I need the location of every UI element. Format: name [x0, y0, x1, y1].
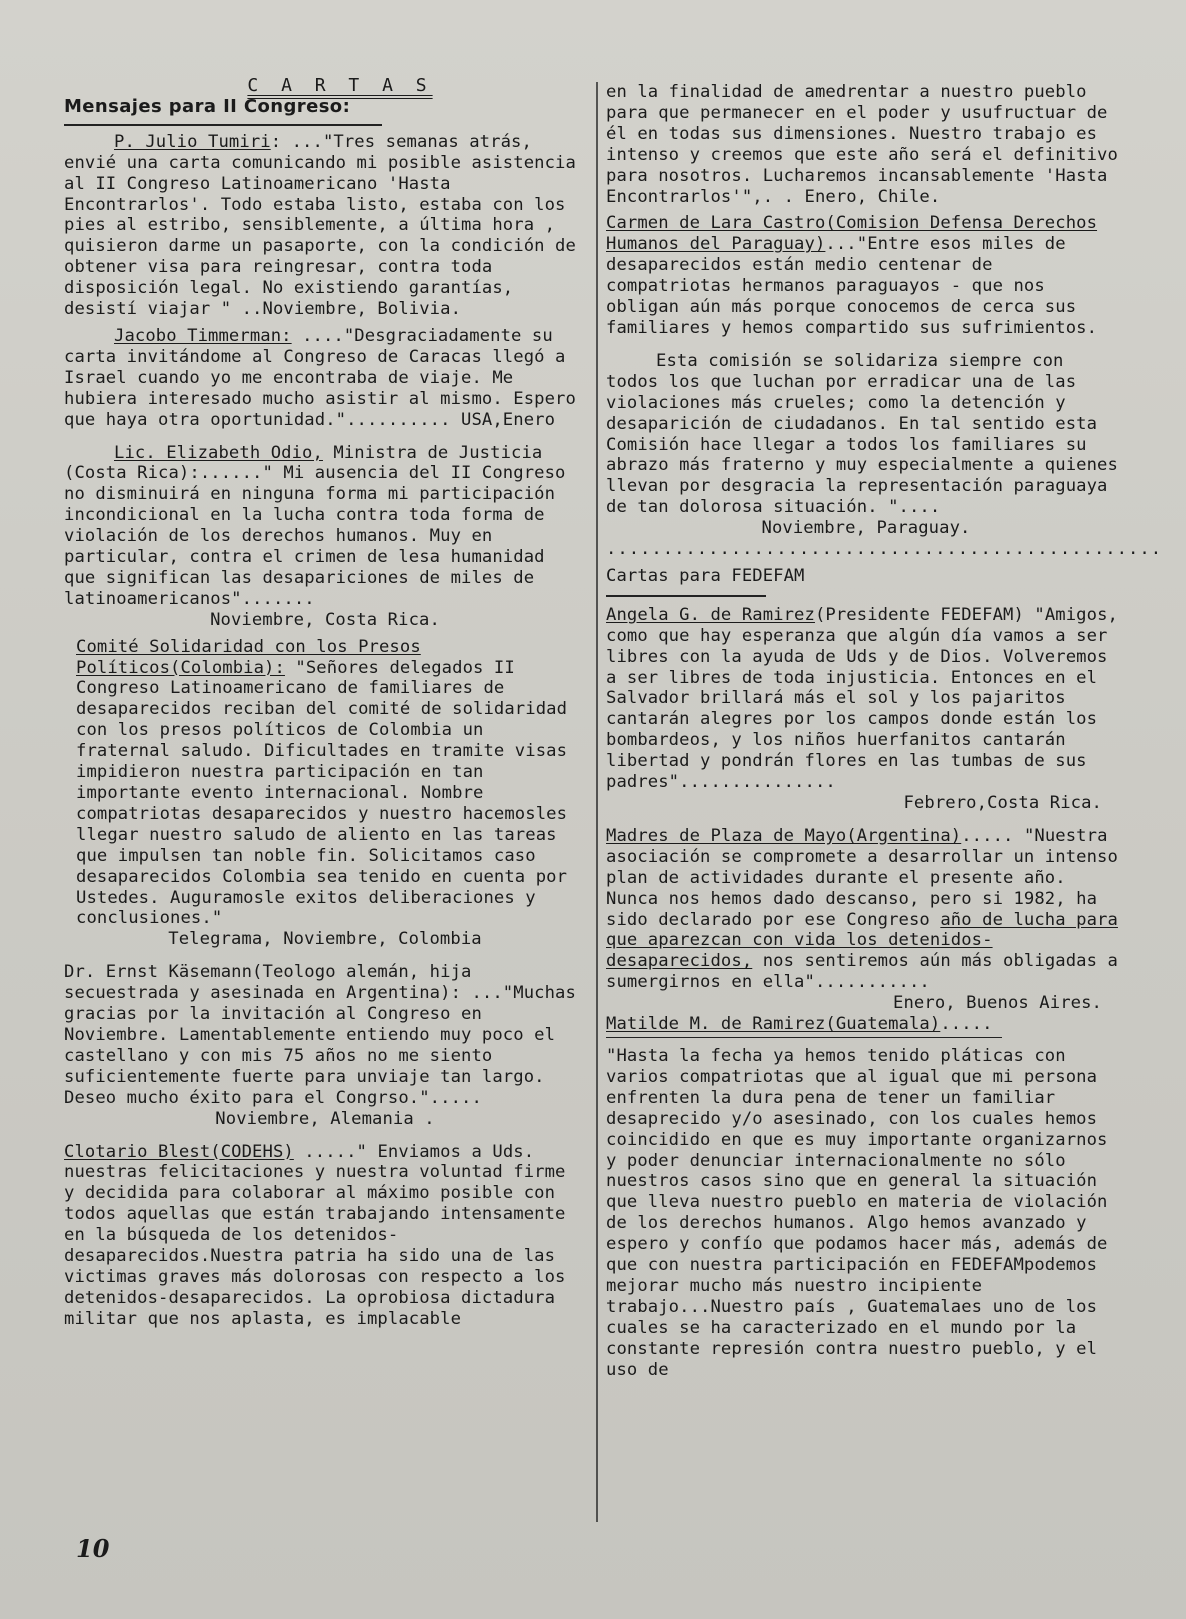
section-title: C A R T A S [247, 75, 433, 96]
letter-author: Matilde M. de Ramirez(Guatemala) [606, 1014, 941, 1035]
letter-odio [64, 443, 586, 610]
letter-tumiri [64, 132, 586, 320]
letter-blest [64, 1142, 586, 1330]
letter-author: Dr. Ernst Käsemann(Teologo alemán, hija secuestrada y asesinada en Argentina): [64, 962, 472, 1004]
subtitle-rule [64, 124, 382, 126]
letter-timmerman [64, 326, 586, 431]
letter-author: Comité Solidaridad con los Presos Políticos(Colombia): [76, 636, 421, 678]
letter-author: Madres de Plaza de Mayo(Argentina) [606, 825, 962, 846]
section-subtitle: Mensajes para II Congreso: [64, 95, 351, 117]
letter-text-underlined: año de lucha para que aparezcan con vida los detenidos-desaparecidos, [606, 909, 1118, 972]
letter-madres [606, 826, 1126, 993]
letter-text: ....." Enviamos a Uds. nuestras felicitaciones y nuestra voluntad firme y decidida para colaborar al máximo posible con todos aquellas que están trabajando intensamente en la búsqueda de los detenidos-desaparecidos.Nuestra patria ha sido una de las victimas graves más dolorosas con respecto a los detenidos-desaparecidos. La oprobiosa dictadura militar que nos aplasta, es implacable [64, 1141, 566, 1329]
letter-signature: Noviembre, Costa Rica. [210, 609, 440, 630]
letter-signature: Noviembre, Paraguay. [761, 518, 971, 539]
letter-author: Lic. Elizabeth Odio, [114, 442, 323, 463]
letter-role: (Presidente FEDEFAM) [814, 604, 1024, 625]
fedefam-rule [606, 595, 766, 597]
letter-author: Jacobo Timmerman: [114, 325, 292, 346]
letter-author: Clotario Blest(CODEHS) [64, 1141, 294, 1162]
letter-text: : ..."Tres semanas atrás, envié una carta comunicando mi posible asistencia al II Congreso Latinoamericano 'Hasta Encontrarlos'. Todo estaba listo, estaba con los pies al estribo, sensiblemente, a última hora , quisieron darme un pasaporte, con la condición de obtener visa para reingresar, contra toda disposición legal. No existiendo garantías, desistí viajar " ..Noviembre, Bolivia. [64, 131, 576, 320]
fedefam-heading: Cartas para FEDEFAM [606, 565, 805, 586]
dotted-separator: ................................................. [606, 539, 1163, 560]
column-divider [596, 82, 598, 1522]
right-column [606, 82, 1163, 1380]
letter-author: Angela G. de Ramirez [606, 604, 815, 625]
letter-text: "Nuestra asociación se compromete a desarrollar un intenso plan de actividades durante el presente año. Nunca nos hemos dado descanso, pero si 1982, ha sido declarado por ese Congreso [606, 825, 1118, 930]
letter-text: Ministra de Justicia (Costa Rica):......" Mi ausencia del II Congreso no disminuirá en ninguna forma mi participación incondicional en la lucha contra toda forma de violación de los derechos humanos. Muy en particular, contra el crimen de lesa humanidad que significan las desapariciones de miles de latinoamericanos"....... [64, 442, 566, 609]
letter-author-suffix: ..... [961, 825, 1014, 846]
matilde-rule [606, 1037, 1002, 1038]
left-column [64, 76, 586, 1330]
letter-text: nos sentiremos aún más obligadas a sumergirnos en ella"........... [606, 951, 1118, 993]
letter-text: ..."Entre esos miles de desaparecidos están medio centenar de compatriotas hermanos paraguayos - que nos obligan aún más porque conocemos de cerca sus familiares y hemos compartido sus sufrimientos. [606, 234, 1098, 338]
letter-text: "Señores delegados II Congreso Latinoamericano de familiares de desaparecidos reciban del comité de solidaridad con los presos políticos de Colombia un fraternal saludo. Dificultades en tramite visas impidieron nuestra participación en tan importante evento internacional. Nombre compatriotas desaparecidos y nuestro hacemosles llegar nuestro saludo de aliento en las tareas que impulsen tan noble fin. Solicitamos caso desaparecidos Colombia sea tenido en cuenta por Ustedes. Auguramosle exitos deliberaciones y conclusiones." [76, 657, 568, 929]
continuation-text: en la finalidad de amedrentar a nuestro pueblo para que permanecer en el poder y usufructuar de él en todas sus dimensiones. Nuestro trabajo es intenso y creemos que este año será el definitivo para nosotros. Lucharemos incansablemente 'Hasta Encontrarlos'",. . Enero, Chile. [606, 82, 1118, 207]
letter-signature: Noviembre, Alemania . [215, 1108, 435, 1129]
letter-matilde: "Hasta la fecha ya hemos tenido pláticas con varios compatriotas que al igual que mi persona enfrenten la dura pena de tener un familiar desaprecido y/o asesinado, con los cuales hemos coincidido en que es muy importante organizarnos y poder denunciar internacionalmente no sólo nuestros casos sino que en general la situación que lleva nuestro pueblo en materia de violación de los derechos humanos. Algo hemos avanzado y espero y confío que podamos hacer más, además de que con nuestra participación en FEDEFAMpodemos mejorar mucho más nuestro incipiente trabajo...Nuestro país , Guatemalaes uno de los cuales se ha caracterizado en el mundo por la constante represión contra nuestro pueblo, y el uso de [606, 1045, 1108, 1380]
letter-carmen-cont: Esta comisión se solidariza siempre con todos los que luchan por erradicar una de las violaciones más crueles; como la detención y desaparición de ciudadanos. En tal sentido esta Comisión hace llegar a todos los familiares su abrazo más fraterno y muy especialmente a quienes llevan por desgracia la representación paraguaya de tan dolorosa situación. ".... [606, 350, 1118, 518]
letter-comite [64, 637, 586, 930]
letter-kasemann [64, 962, 586, 1108]
letter-matilde-author [606, 1014, 1126, 1035]
letter-text: ..."Muchas gracias por la invitación al Congreso en Noviembre. Lamentablemente entiendo muy poco el castellano y con mis 75 años no me siento suficientemente fuerte para unviaje tan largo. Deseo mucho éxito para el Congrso."..... [64, 983, 576, 1108]
letter-signature: Febrero,Costa Rica. [903, 793, 1102, 813]
letter-author: P. Julio Tumiri [114, 131, 271, 152]
letter-author: Carmen de Lara Castro(Comision Defensa Derechos Humanos del Paraguay) [606, 213, 1098, 255]
letter-text: "Amigos, como que hay esperanza que algún día vamos a ser libres con la ayuda de Uds y de Dios. Volveremos a ser libres de toda injusticia. Entonces en el Salvador brillará más el sol y los pajaritos cantarán alegres por los campos donde están los bombardeos, y los niños huerfanitos cantarán libertad y pondrán flores en las tumbas de sus padres"............... [606, 604, 1118, 793]
letter-author-suffix: ..... [940, 1014, 993, 1035]
letter-angela [606, 605, 1126, 793]
letter-carmen [606, 213, 1126, 338]
letter-text: ...."Desgraciadamente su carta invitándome al Congreso de Caracas llegó a Israel cuando yo me encontraba de viaje. Me hubiera interesado mucho asistir al mismo. Espero que haya otra oportunidad.".......... USA,Enero [64, 325, 576, 430]
page-number: 10 [76, 1534, 110, 1563]
letter-signature: Telegrama, Noviembre, Colombia [168, 929, 482, 950]
letter-signature: Enero, Buenos Aires. [893, 993, 1102, 1014]
